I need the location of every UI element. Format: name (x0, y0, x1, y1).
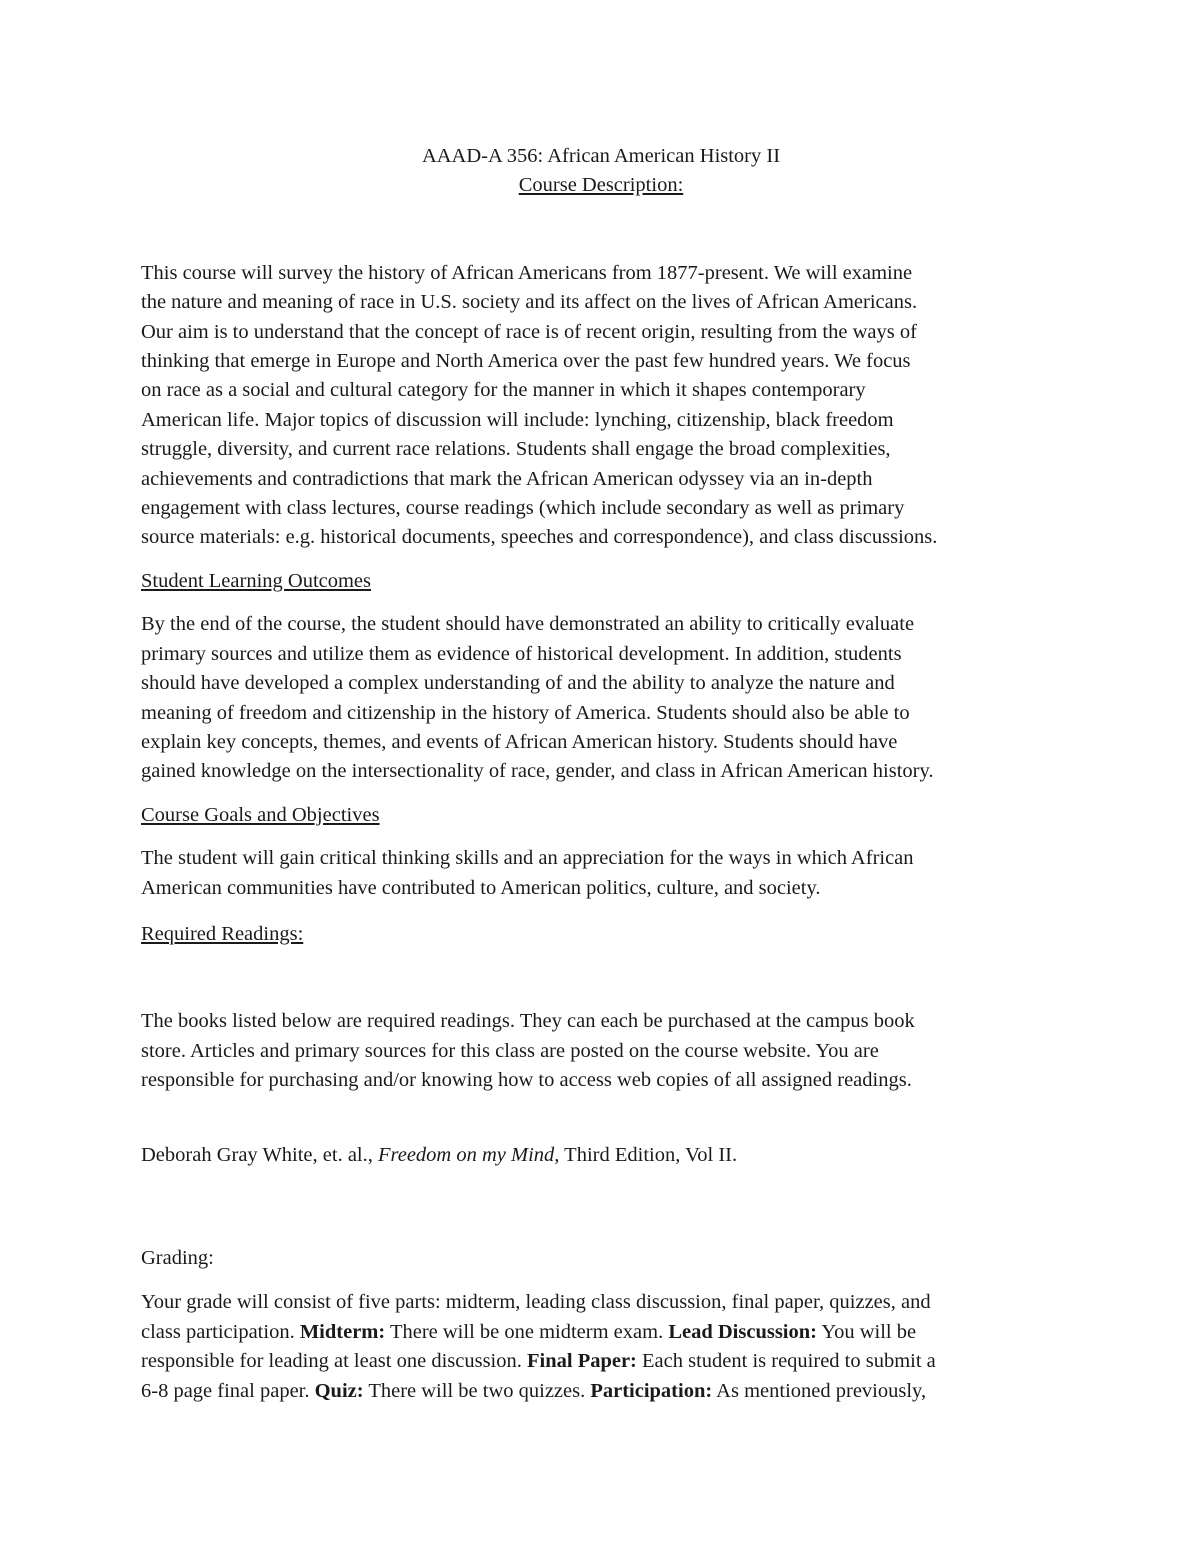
book-edition: , Third Edition, Vol II. (554, 1143, 738, 1166)
participation-label: Participation: (590, 1379, 713, 1402)
learning-outcomes-paragraph (141, 610, 1061, 786)
goals-heading (141, 801, 1061, 830)
description-line: Our aim is to understand that the concept of race is of recent origin, resulting from the ways of (141, 320, 917, 343)
description-line: source materials: e.g. historical documents, speeches and correspondence), and class discussions. (141, 526, 938, 549)
grading-text: class participation. (141, 1320, 300, 1343)
description-line: thinking that emerge in Europe and North America over the past few hundred years. We focus (141, 350, 911, 373)
readings-line: store. Articles and primary sources for this class are posted on the course website. You are (141, 1039, 879, 1062)
goals-line: The student will gain critical thinking skills and an appreciation for the ways in which African (141, 847, 914, 870)
description-line: struggle, diversity, and current race relations. Students shall engage the broad complexities, (141, 438, 891, 461)
description-line: This course will survey the history of African Americans from 1877-present. We will examine (141, 261, 913, 284)
readings-paragraph (141, 1007, 1061, 1095)
learning-outcomes-heading (141, 567, 1061, 596)
outcomes-line: meaning of freedom and citizenship in the history of America. Students should also be able to (141, 701, 910, 724)
description-line: the nature and meaning of race in U.S. society and its affect on the lives of African Americans. (141, 291, 918, 314)
midterm-label: Midterm: (299, 1320, 386, 1343)
readings-line: responsible for purchasing and/or knowing how to access web copies of all assigned readings. (141, 1069, 912, 1092)
goals-line: American communities have contributed to American politics, culture, and society. (141, 876, 821, 899)
final-paper-label: Final Paper: (527, 1350, 637, 1373)
description-line: on race as a social and cultural category for the manner in which it shapes contemporary (141, 379, 866, 402)
goals-heading-text: Course Goals and Objectives (141, 803, 380, 826)
course-description-heading (141, 171, 1061, 200)
description-line: engagement with class lectures, course readings (which include secondary as well as primary (141, 497, 905, 520)
goals-paragraph (141, 844, 1061, 903)
outcomes-line: should have developed a complex understanding of and the ability to analyze the nature and (141, 672, 895, 695)
course-title: AAAD-A 356: African American History II (421, 145, 781, 167)
grading-line: Your grade will consist of five parts: midterm, leading class discussion, final paper, quizzes, and (141, 1291, 931, 1314)
grading-paragraph (141, 1288, 1061, 1406)
grading-text: There will be one midterm exam. (385, 1320, 669, 1343)
document-page (141, 142, 1061, 1406)
readings-line: The books listed below are required readings. They can each be purchased at the campus book (141, 1010, 915, 1033)
learning-outcomes-heading-text: Student Learning Outcomes (141, 569, 372, 592)
grading-text: Each student is required to submit a (636, 1350, 936, 1373)
grading-heading: Grading: (141, 1246, 214, 1269)
description-line: American life. Major topics of discussion will include: lynching, citizenship, black freedom (141, 408, 894, 431)
outcomes-line: gained knowledge on the intersectionality of race, gender, and class in African American history. (141, 760, 934, 783)
grading-line (141, 1377, 1061, 1406)
description-line: achievements and contradictions that mark the African American odyssey via an in-depth (141, 467, 873, 490)
lead-discussion-label: Lead Discussion: (668, 1320, 817, 1343)
grading-text: You will be (816, 1320, 917, 1343)
outcomes-line: explain key concepts, themes, and events of African American history. Students should have (141, 730, 898, 753)
grading-line (141, 1347, 1061, 1376)
book-citation (141, 1141, 1061, 1170)
grading-text: As mentioned previously, (712, 1379, 927, 1402)
grading-text: There will be two quizzes. (363, 1379, 591, 1402)
book-author: Deborah Gray White, et. al., (141, 1143, 378, 1166)
outcomes-line: primary sources and utilize them as evidence of historical development. In addition, students (141, 642, 902, 665)
quiz-label: Quiz: (314, 1379, 364, 1402)
grading-line (141, 1318, 1061, 1347)
course-description-paragraph (141, 259, 1061, 553)
book-title: Freedom on my Mind (378, 1143, 555, 1166)
required-readings-heading (141, 920, 1061, 949)
outcomes-line: By the end of the course, the student should have demonstrated an ability to critically evaluate (141, 613, 915, 636)
grading-text: responsible for leading at least one discussion. (141, 1350, 527, 1373)
course-description-heading-text: Course Description: (518, 174, 684, 197)
grading-text: 6-8 page final paper. (141, 1379, 315, 1402)
required-readings-heading-text: Required Readings: (141, 922, 304, 945)
